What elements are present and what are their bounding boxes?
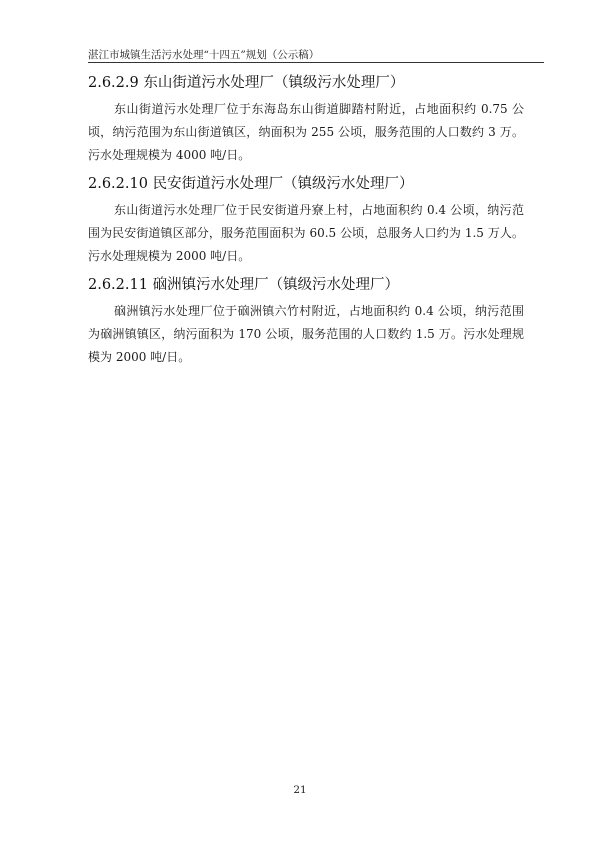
document-body [88, 72, 524, 375]
section-2-6-2-11 [88, 274, 524, 369]
section-heading: 2.6.2.10 民安街道污水处理厂（镇级污水处理厂） [88, 176, 414, 192]
section-2-6-2-9 [88, 72, 524, 167]
page-number: 21 [293, 784, 307, 796]
section-paragraph: 东山街道污水处理厂位于民安街道丹寮上村，占地面积约 0.4 公顷，纳污范围为民安街道镇区部分，服务范围面积为 60.5 公顷，总服务人口约为 1.5 万人。污水处理规模为 2000 吨/日。 [88, 203, 524, 263]
header-title: 湛江市城镇生活污水处理“十四五”规划（公示稿） [88, 49, 320, 61]
page-header [88, 48, 544, 63]
section-heading: 2.6.2.9 东山街道污水处理厂（镇级污水处理厂） [88, 75, 405, 91]
section-heading: 2.6.2.11 硇洲镇污水处理厂（镇级污水处理厂） [88, 277, 400, 293]
section-2-6-2-10 [88, 173, 524, 268]
section-paragraph: 硇洲镇污水处理厂位于硇洲镇六竹村附近，占地面积约 0.4 公顷，纳污范围为硇洲镇镇区，纳污面积为 170 公顷，服务范围的人口数约 1.5 万。污水处理规模为 2000 吨/日。 [88, 304, 524, 364]
section-paragraph: 东山街道污水处理厂位于东海岛东山街道脚踏村附近，占地面积约 0.75 公顷，纳污范围为东山街道镇区，纳面积为 255 公顷，服务范围的人口数约 3 万。污水处理规模为 4000 吨/日。 [88, 102, 524, 162]
